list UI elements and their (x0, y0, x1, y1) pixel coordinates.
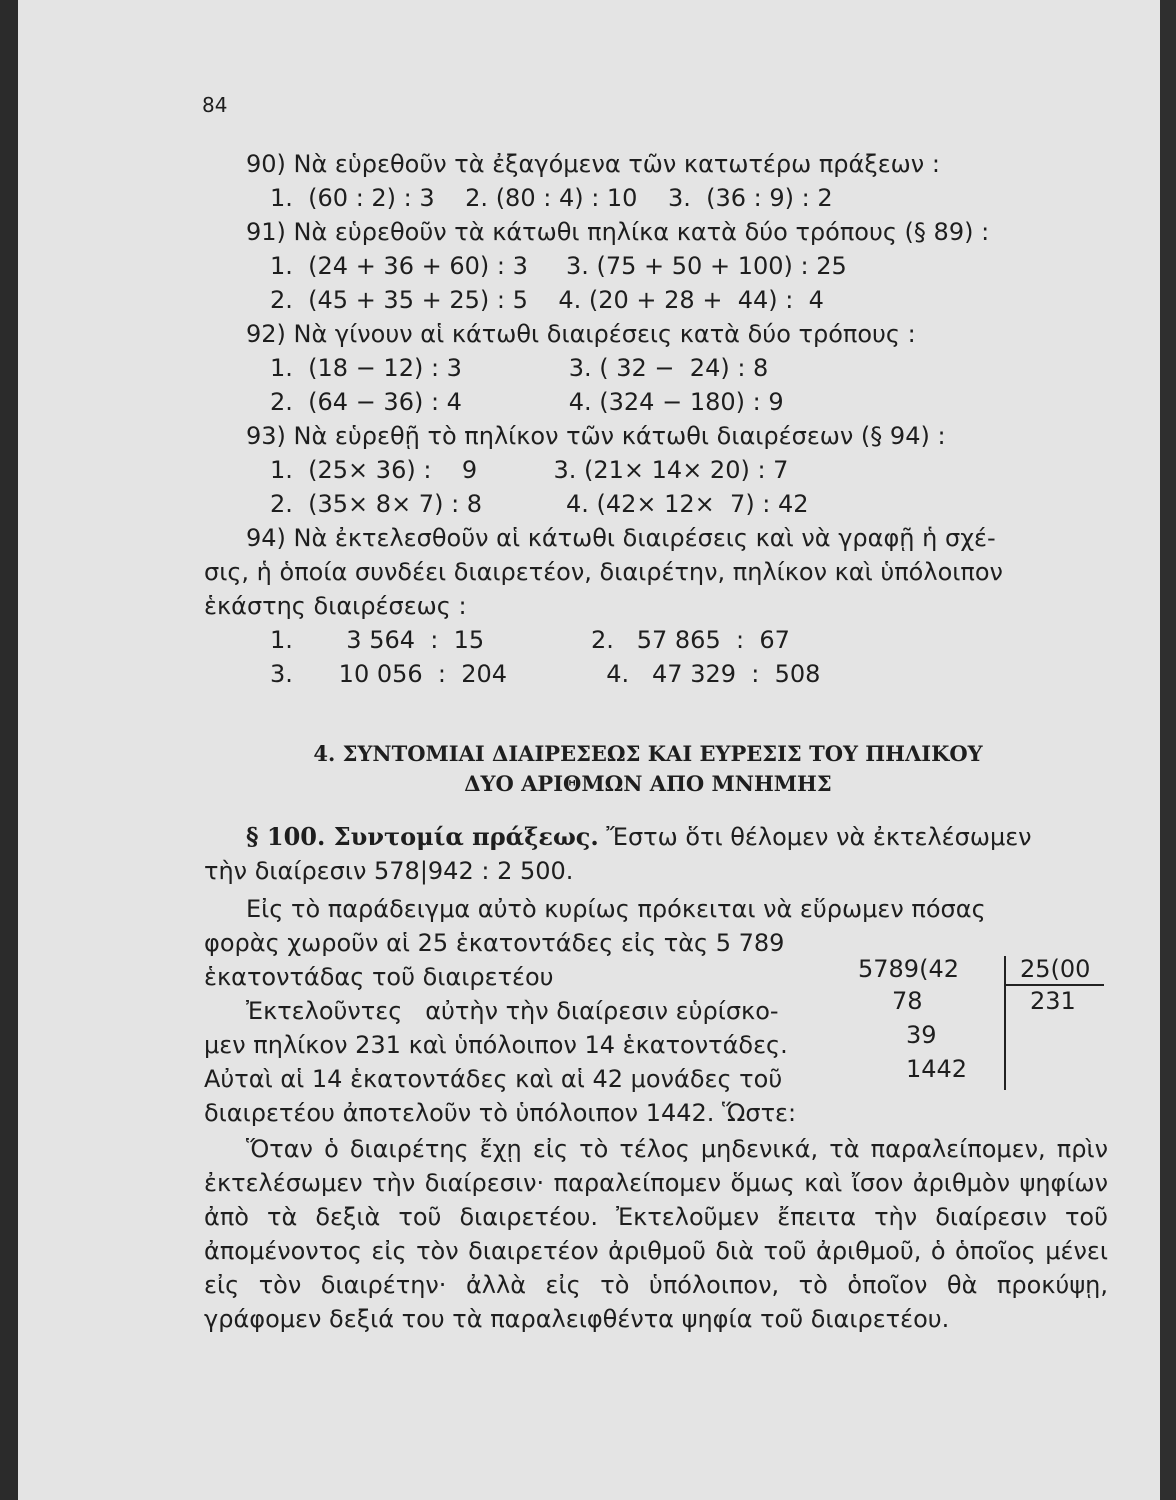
exercise-94-row-2: 3. 10 056 : 204 4. 47 329 : 508 (270, 660, 821, 688)
exercise-91-row-1: 1. (24 + 36 + 60) : 3 3. (75 + 50 + 100) : 25 (270, 252, 847, 280)
paragraph-100-text: Ἔστω ὅτι θέλομεν νὰ ἐκτελέσωμεν (598, 823, 1032, 851)
exercise-93-row-2: 2. (35× 8× 7) : 8 4. (42× 12× 7) : 42 (270, 490, 809, 518)
body-line-5: μεν πηλίκον 231 καὶ ὑπόλοιπον 14 ἑκατοντάδες. (204, 1031, 788, 1059)
section-heading-line-1: 4. ΣΥΝΤΟΜΙΑΙ ΔΙΑΙΡΕΣΕΩΣ ΚΑΙ ΕΥΡΕΣΙΣ ΤΟΥ ΠΗΛΙΚΟΥ (313, 741, 983, 766)
division-remainder-3: 1442 (906, 1055, 968, 1083)
body-line-4: Ἐκτελοῦντες αὐτὴν τὴν διαίρεσιν εὑρίσκο- (246, 997, 779, 1025)
section-heading-line-2: ΔΥΟ ΑΡΙΘΜΩΝ ΑΠΟ ΜΝΗΜΗΣ (464, 771, 832, 796)
long-division (858, 950, 1118, 1100)
exercise-92-row-1: 1. (18 − 12) : 3 3. ( 32 − 24) : 8 (270, 354, 769, 382)
exercise-94-line-3: ἑκάστης διαιρέσεως : (204, 592, 467, 620)
division-remainder-2: 39 (906, 1021, 937, 1049)
exercise-94-line-2: σις, ἡ ὁποία συνδέει διαιρετέον, διαιρέτην, πηλίκον καὶ ὑπόλοιπον (204, 558, 1003, 586)
exercise-93-row-1: 1. (25× 36) : 9 3. (21× 14× 20) : 7 (270, 456, 789, 484)
paragraph-100-label: § 100. Συντομία πράξεως. (246, 822, 599, 851)
division-vertical-line (1004, 956, 1006, 1090)
division-remainder-1: 78 (892, 987, 923, 1015)
exercise-90-title: 90) Νὰ εὑρεθοῦν τὰ ἐξαγόμενα τῶν κατωτέρω πράξεων : (246, 150, 940, 178)
exercise-93-title: 93) Νὰ εὑρεθῇ τὸ πηλίκον τῶν κάτωθι διαιρέσεων (§ 94) : (246, 422, 946, 450)
exercise-92-row-2: 2. (64 − 36) : 4 4. (324 − 180) : 9 (270, 388, 784, 416)
body-line-1: Εἰς τὸ παράδειγμα αὐτὸ κυρίως πρόκειται νὰ εὕρωμεν πόσας (246, 895, 986, 923)
exercise-91-title: 91) Νὰ εὑρεθοῦν τὰ κάτωθι πηλίκα κατὰ δύο τρόπους (§ 89) : (246, 218, 990, 246)
body-line-7: διαιρετέου ἀποτελοῦν τὸ ὑπόλοιπον 1442. Ὥστε: (204, 1099, 797, 1127)
division-divisor: 25(00 (1020, 955, 1091, 983)
paragraph-100-line-1 (246, 822, 1032, 852)
page-number: 84 (202, 93, 228, 117)
division-dividend: 5789(42 (858, 955, 959, 983)
exercise-92-title: 92) Νὰ γίνουν αἱ κάτωθι διαιρέσεις κατὰ δύο τρόπους : (246, 320, 916, 348)
book-page (18, 0, 1160, 1500)
division-quotient: 231 (1030, 987, 1076, 1015)
exercise-90-row-1: 1. (60 : 2) : 3 2. (80 : 4) : 10 3. (36 : 9) : 2 (270, 184, 833, 212)
exercise-91-row-2: 2. (45 + 35 + 25) : 5 4. (20 + 28 + 44) : 4 (270, 286, 824, 314)
body-line-6: Αὐταὶ αἱ 14 ἑκατοντάδες καὶ αἱ 42 μονάδες τοῦ (204, 1065, 783, 1093)
body-line-3: ἑκατοντάδας τοῦ διαιρετέου (204, 963, 554, 991)
body-line-2: φορὰς χωροῦν αἱ 25 ἑκατοντάδες εἰς τὰς 5 789 (204, 929, 785, 957)
exercise-94-row-1: 1. 3 564 : 15 2. 57 865 : 67 (270, 626, 790, 654)
scan-edge (1160, 0, 1176, 1500)
rule-paragraph: Ὅταν ὁ διαιρέτης ἔχῃ εἰς τὸ τέλος μηδενικά, τὰ παραλείπομεν, πρὶν ἐκτελέσωμεν τὴν διαίρεσιν· παραλείπομεν ὅμως καὶ ἴσον ἀριθμὸν ψηφίων ἀπὸ τὰ δεξιὰ τοῦ διαιρετέου. Ἐκτελοῦμεν ἔπειτα τὴν διαίρεσιν τοῦ ἀπομένοντος εἰς τὸν διαιρετέον ἀριθμοῦ διὰ τοῦ ἀριθμοῦ, ὁ ὁποῖος μένει εἰς τὸν διαιρέτην· ἀλλὰ εἰς τὸ ὑπόλοιπον, τὸ ὁποῖον θὰ προκύψῃ, γράφομεν δεξιά του τὰ παραλειφθέντα ψηφία τοῦ διαιρετέου. (204, 1135, 1108, 1333)
exercise-94-line-1: 94) Νὰ ἐκτελεσθοῦν αἱ κάτωθι διαιρέσεις καὶ νὰ γραφῇ ἡ σχέ- (246, 524, 996, 552)
paragraph-100-line-2: τὴν διαίρεσιν 578|942 : 2 500. (204, 857, 574, 885)
